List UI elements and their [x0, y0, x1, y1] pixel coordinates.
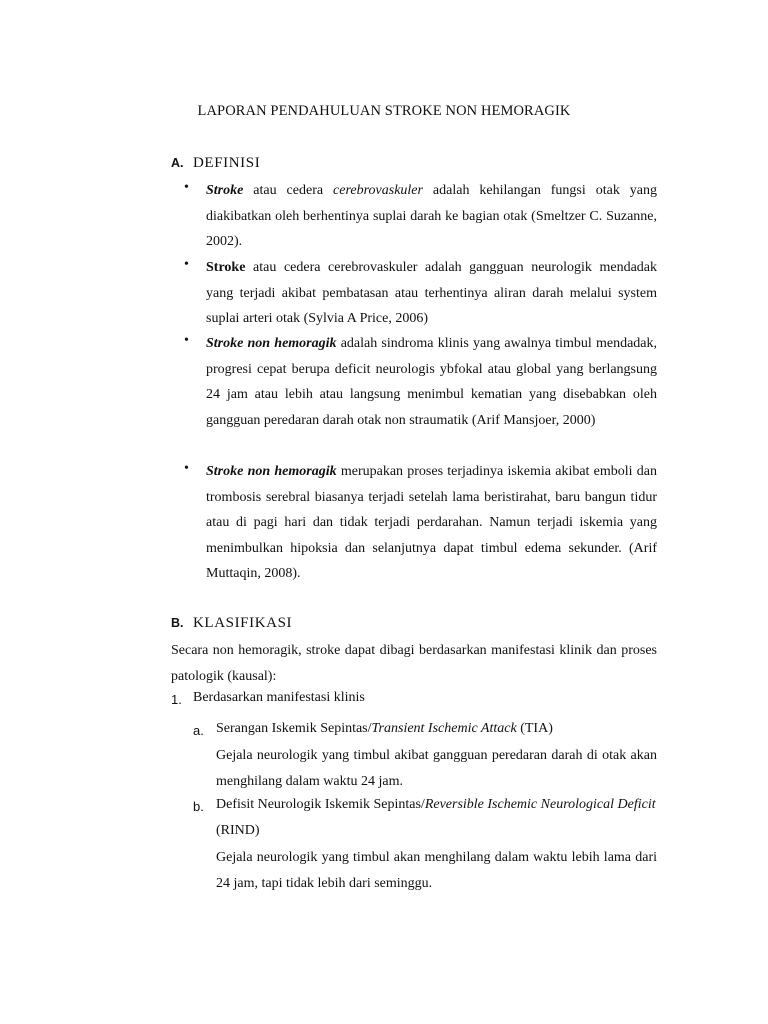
section-a-heading	[171, 155, 260, 172]
definition-text: atau cedera cerebrovaskuler adalah gangguan neurologik mendadak yang terjadi akibat pembatasan atau terhentinya aliran darah melalui system suplai arteri otak (Sylvia A Price, 2006)	[206, 260, 657, 326]
definition-lead: Stroke non hemoragik	[206, 336, 337, 351]
item-a-italic: Transient Ischemic Attack	[371, 721, 517, 736]
definition-item-2	[206, 255, 657, 332]
item-b-description: Gejala neurologik yang timbul akan menghilang dalam waktu lebih lama dari 24 jam, tapi tidak lebih dari seminggu.	[216, 850, 657, 891]
bullet-icon: •	[184, 257, 189, 272]
list-letter-b: b.	[193, 799, 204, 814]
classification-intro: Secara non hemoragik, stroke dapat dibagi berdasarkan manifestasi klinik dan proses patologik (kausal):	[171, 643, 657, 684]
document-title: LAPORAN PENDAHULUAN STROKE NON HEMORAGIK	[197, 103, 571, 119]
item-b-italic: Reversible Ischemic Neurological Deficit	[424, 797, 656, 812]
list-letter-a: a.	[193, 723, 204, 738]
section-b-heading	[171, 615, 292, 632]
definition-item-1	[206, 178, 657, 255]
definition-italic: cerebrovaskuler	[333, 183, 423, 198]
item-a-description: Gejala neurologik yang timbul akibat gangguan peredaran darah di otak akan menghilang dalam waktu 24 jam.	[216, 748, 657, 789]
item-b-text: Defisit Neurologik Iskemik Sepintas/	[216, 797, 425, 812]
definition-item-3	[206, 331, 657, 433]
section-a-letter: A.	[171, 156, 184, 170]
section-a-title: DEFINISI	[193, 155, 261, 171]
definition-text: merupakan proses terjadinya iskemia akibat emboli dan trombosis serebral biasanya terjadi setelah lama beristirahat, baru bangun tidur atau di pagi hari dan tidak terjadi perdarahan. Namun terjadi iskemia yang menimbulkan hipoksia dan selanjutnya dapat timbul edema sekunder. (Arif Muttaqin, 2008).	[206, 464, 658, 581]
bullet-icon: •	[184, 333, 189, 348]
section-b-letter: B.	[171, 616, 184, 630]
definition-text: atau cedera	[243, 183, 334, 198]
item-a-tail: (TIA)	[516, 721, 553, 736]
definition-item-4	[206, 459, 657, 587]
definition-text-cont: adalah kehilangan fungsi otak yang diakibatkan oleh berhentinya suplai darah ke bagian otak (Smeltzer C. Suzanne, 2002).	[206, 183, 657, 249]
definition-lead: Stroke	[206, 260, 246, 275]
definition-text: adalah sindroma klinis yang awalnya timbul mendadak, progresi cepat berupa deficit neurologis ybfokal atau global yang berlangsung 24 jam atau lebih atau langsung menimbul kematian yang disebabkan oleh gangguan peredaran darah otak non straumatik (Arif Mansjoer, 2000)	[206, 336, 658, 428]
bullet-icon: •	[184, 180, 189, 195]
bullet-icon: •	[184, 461, 189, 476]
section-b-title: KLASIFIKASI	[193, 615, 293, 631]
item-b-tail: (RIND)	[216, 822, 260, 838]
definition-lead: Stroke non hemoragik	[206, 464, 337, 479]
item-a-title	[216, 721, 553, 737]
list-number-1: 1.	[171, 692, 182, 707]
item-a-text: Serangan Iskemik Sepintas/	[216, 721, 372, 736]
definition-lead: Stroke	[206, 183, 244, 198]
item-b-title	[216, 792, 657, 843]
sub-heading-manifestasi: Berdasarkan manifestasi klinis	[193, 690, 365, 705]
